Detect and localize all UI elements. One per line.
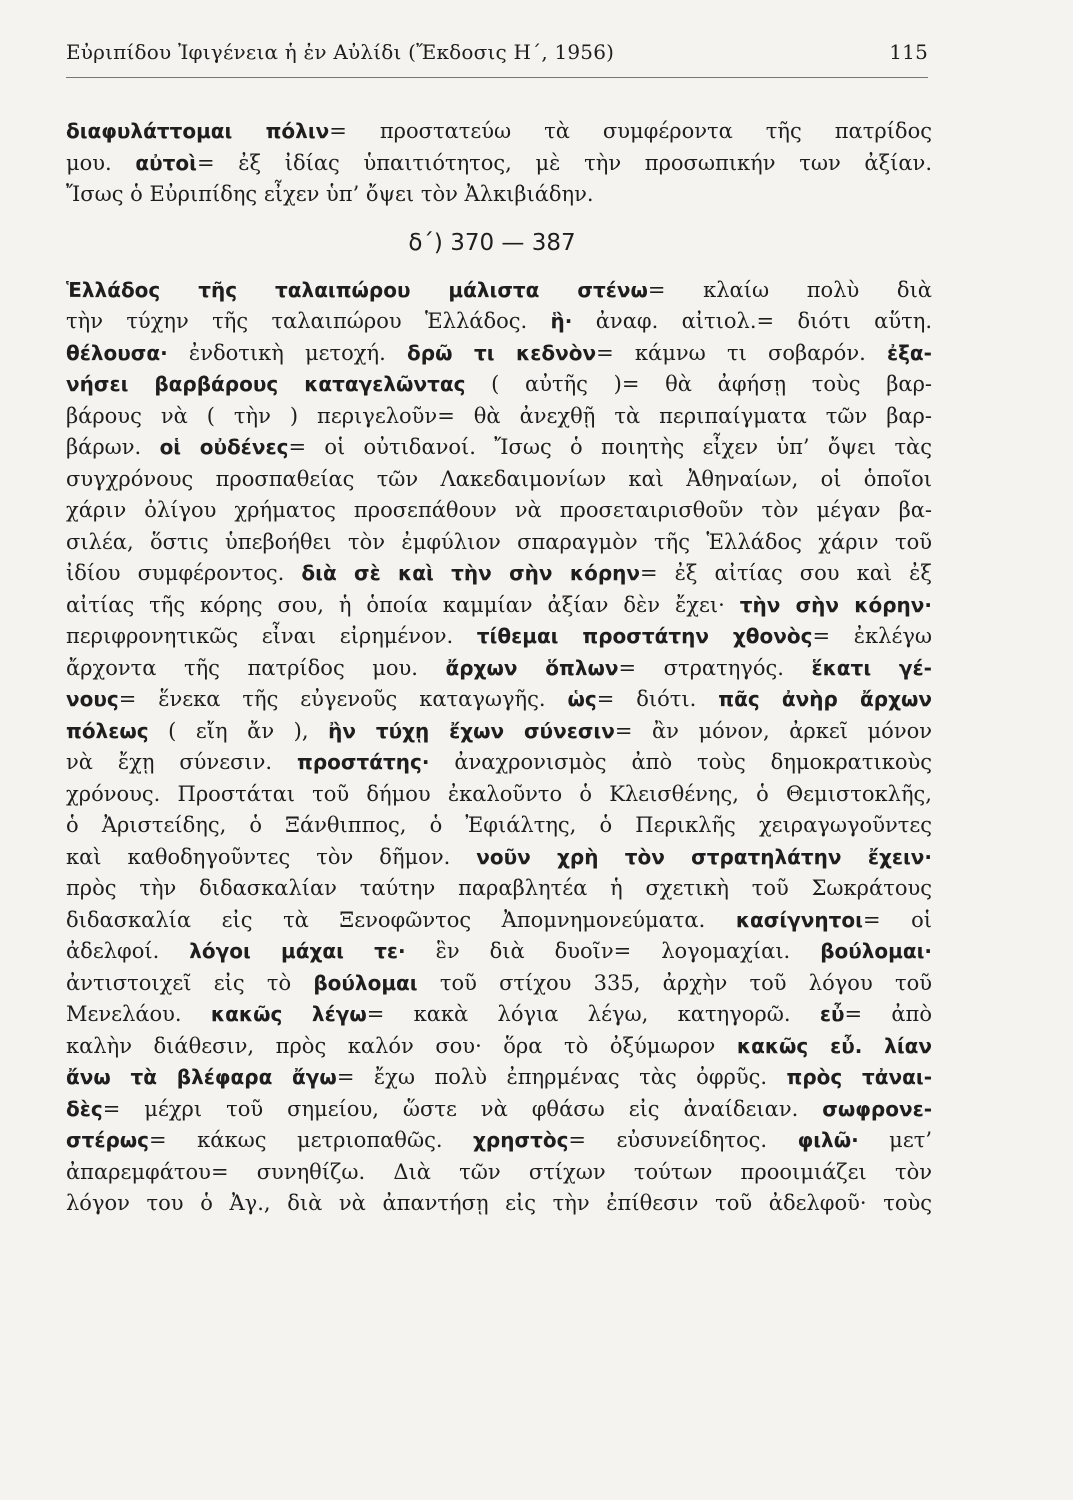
lemma-term: φιλῶ· — [797, 1128, 859, 1152]
gloss-text: καὶ καθοδηγοῦντες τὸν δῆμον. — [66, 844, 477, 869]
lemma-term: νήσει βαρβάρους καταγελῶντας — [66, 372, 466, 396]
lemma-term: χρηστὸς — [473, 1128, 569, 1152]
gloss-text: ( αὐτῆς )= θὰ ἀφήσῃ τοὺς βαρ- — [465, 372, 932, 396]
gloss-text: σιλέα, ὅστις ὑπεβοήθει τὸν ἐμφύλιον σπαραγμὸν τῆς Ἑλλάδος χάριν τοῦ — [66, 529, 932, 554]
text-line — [66, 1125, 932, 1157]
lemma-term: στέρως — [66, 1128, 150, 1152]
lemma-term: νους — [66, 687, 119, 711]
gloss-text: = στρατηγός. — [618, 655, 812, 680]
section-heading: δ΄) 370 — 387 — [408, 229, 576, 256]
text-line — [66, 716, 932, 748]
text-line — [66, 684, 932, 716]
gloss-text: ἐνδοτικὴ μετοχή. — [167, 340, 408, 365]
text-line — [66, 401, 932, 433]
gloss-text: = οἱ — [862, 907, 932, 932]
gloss-text: = ἂν μόνον, ἀρκεῖ μόνον — [614, 718, 932, 743]
gloss-text: χρόνους. Προστάται τοῦ δήμου ἐκαλοῦντο ὁ Κλεισθένης, ὁ Θεμιστοκλῆς, — [66, 781, 932, 806]
lemma-term: κασίγνητοι — [735, 907, 863, 932]
text-line — [66, 905, 932, 937]
lemma-term: αὐτοὶ — [135, 150, 197, 175]
text-line — [66, 1062, 932, 1094]
text-line — [66, 369, 932, 401]
gloss-text: περιφρονητικῶς εἶναι εἰρημένον. — [66, 624, 477, 648]
lemma-term: ἣ· — [550, 309, 573, 333]
text-line — [66, 432, 932, 464]
lemma-term: λόγοι μάχαι τε· — [189, 939, 406, 963]
gloss-text: = προστατεύω τὰ συμφέροντα τῆς πατρίδος — [329, 119, 932, 143]
gloss-text: ( εἴη ἄν ), — [148, 718, 329, 743]
text-line — [66, 747, 932, 779]
lemma-term: οἱ οὐδένες — [159, 435, 289, 459]
gloss-text: μου. — [66, 150, 136, 175]
gloss-text: = ἔχω πολὺ ἐπηρμένας τὰς ὀφρῦς. — [336, 1065, 787, 1089]
gloss-text: = ἀπὸ — [844, 1002, 932, 1026]
lemma-term: ἐξα- — [886, 340, 932, 365]
lemma-term: τίθεμαι προστάτην χθονὸς — [476, 624, 813, 648]
text-line — [66, 968, 932, 1000]
gloss-text: ἄρχοντα τῆς πατρίδος μου. — [66, 655, 446, 680]
gloss-text: μετ’ — [858, 1128, 932, 1152]
gloss-text: συγχρόνους προσπαθείας τῶν Λακεδαιμονίων καὶ Ἀθηναίων, οἱ ὁποῖοι — [66, 466, 932, 491]
lemma-term: εὖ — [819, 1002, 845, 1026]
gloss-text: νὰ ἔχῃ σύνεσιν. — [66, 750, 297, 774]
lemma-term: ἄρχων ὅπλων — [445, 655, 619, 680]
lemma-term: πόλεως — [66, 718, 149, 743]
text-line — [66, 1188, 932, 1220]
lines-before-heading — [66, 116, 932, 211]
gloss-text: = μέχρι τοῦ σημείου, ὥστε νὰ φθάσω εἰς ἀναίδειαν. — [102, 1096, 823, 1121]
lemma-term: δρῶ τι κεδνὸν — [407, 340, 597, 365]
gloss-text: = κάμνω τι σοβαρόν. — [596, 340, 887, 365]
lemma-term: νοῦν χρὴ τὸν στρατηλάτην ἔχειν· — [476, 844, 932, 869]
text-line — [66, 810, 932, 842]
gloss-text: τὴν τύχην τῆς ταλαιπώρου Ἑλλάδος. — [66, 309, 551, 333]
gloss-text: λόγον του ὁ Ἀγ., διὰ νὰ ἀπαντήσῃ εἰς τὴν ἐπίθεσιν τοῦ ἀδελφοῦ· τοὺς — [66, 1191, 932, 1215]
text-line — [66, 653, 932, 685]
gloss-text: ἀναχρονισμὸς ἀπὸ τοὺς δημοκρατικοὺς — [429, 750, 932, 774]
text-line — [66, 842, 932, 874]
gloss-text: = διότι. — [596, 687, 719, 711]
text-line — [66, 558, 932, 590]
lemma-term: Ἑλλάδος τῆς ταλαιπώρου μάλιστα στένω — [66, 277, 648, 302]
gloss-text: = κακὰ λόγια λέγω, κατηγορῶ. — [366, 1002, 820, 1026]
text-line — [66, 464, 932, 496]
text-line — [66, 148, 932, 180]
text-line — [66, 116, 932, 148]
lemma-term: ἄνω τὰ βλέφαρα ἄγω — [66, 1065, 337, 1089]
text-line — [66, 179, 932, 211]
running-title: Εὐριπίδου Ἰφιγένεια ἡ ἐν Αὐλίδι (Ἔκδοσις Η΄, 1956) — [66, 40, 615, 64]
gloss-text: διδασκαλία εἰς τὰ Ξενοφῶντος Ἀπομνημονεύματα. — [66, 907, 736, 932]
gloss-text: = ἕνεκα τῆς εὐγενοῦς καταγωγῆς. — [118, 687, 568, 711]
lemma-term: θέλουσα· — [66, 340, 168, 365]
text-line — [66, 590, 932, 622]
gloss-text: = ἐκλέγω — [812, 624, 932, 648]
text-line — [66, 527, 932, 559]
text-line — [66, 873, 932, 905]
text-line — [66, 1157, 932, 1189]
gloss-text: ἰδίου συμφέροντος. — [66, 561, 302, 585]
text-line — [66, 275, 932, 307]
gloss-text: ἀναφ. αἰτιολ.= διότι αὕτη. — [572, 309, 932, 333]
gloss-text: χάριν ὀλίγου χρήματος προσεπάθουν νὰ προσεταιρισθοῦν τὸν μέγαν βα- — [66, 498, 932, 522]
gloss-text: = οἱ οὐτιδανοί. Ἴσως ὁ ποιητὴς εἶχεν ὑπ’ ὄψει τὰς — [288, 435, 932, 459]
header-rule — [66, 77, 928, 78]
gloss-text: ὁ Ἀριστείδης, ὁ Ξάνθιππος, ὁ Ἐφιάλτης, ὁ Περικλῆς χειραγωγοῦντες — [66, 813, 932, 837]
lemma-term: πρὸς τἀναι- — [786, 1065, 932, 1089]
gloss-text: βάρων. — [66, 435, 160, 459]
lemma-term: πᾶς ἀνὴρ ἄρχων — [718, 687, 932, 711]
lemma-term: κακῶς εὖ. λίαν — [736, 1033, 932, 1058]
page-number: 115 — [889, 40, 928, 64]
text-line — [66, 621, 932, 653]
running-head — [66, 40, 928, 64]
text-line — [66, 495, 932, 527]
text-line — [66, 338, 932, 370]
text-line — [66, 779, 932, 811]
gloss-text: = κάκως μετριοπαθῶς. — [149, 1128, 474, 1152]
gloss-text: Μενελάου. — [66, 1002, 211, 1026]
lemma-term: ἕκατι γέ- — [811, 655, 932, 680]
lemma-term: ἢν τύχῃ ἔχων σύνεσιν — [328, 718, 615, 743]
gloss-text: ἓν διὰ δυοῖν= λογομαχίαι. — [405, 939, 821, 963]
gloss-text: = ἐξ αἰτίας σου καὶ ἐξ — [640, 561, 932, 585]
lemma-term: βούλομαι — [313, 970, 418, 995]
lemma-term: διαφυλάττομαι πόλιν — [66, 119, 330, 143]
lemma-term: τὴν σὴν κόρην· — [739, 592, 932, 617]
lemma-term: ὡς — [567, 687, 597, 711]
text-line — [66, 1031, 932, 1063]
gloss-text: βάρους νὰ ( τὴν ) περιγελοῦν= θὰ ἀνεχθῇ τὰ περιπαίγματα τῶν βαρ- — [66, 403, 932, 428]
lemma-term: διὰ σὲ καὶ τὴν σὴν κόρην — [301, 561, 640, 585]
gloss-text: ἀντιστοιχεῖ εἰς τὸ — [66, 970, 314, 995]
gloss-text: ἀπαρεμφάτου= συνηθίζω. Διὰ τῶν στίχων τούτων προοιμιάζει τὸν — [66, 1159, 932, 1184]
text-line — [66, 306, 932, 338]
gloss-text: αἰτίας τῆς κόρης σου, ἡ ὁποία καμμίαν ἀξίαν δὲν ἔχει· — [66, 592, 740, 617]
text-line — [66, 1094, 932, 1126]
lemma-term: προστάτης· — [297, 750, 430, 774]
gloss-text: πρὸς τὴν διδασκαλίαν ταύτην παραβλητέα ἡ σχετικὴ τοῦ Σωκράτους — [66, 876, 932, 900]
lemma-term: δὲς — [66, 1096, 103, 1121]
gloss-text: καλὴν διάθεσιν, πρὸς καλόν σου· ὅρα τὸ ὀξύμωρον — [66, 1033, 737, 1058]
gloss-text: = εὐσυνείδητος. — [568, 1128, 798, 1152]
lemma-term: σωφρονε- — [822, 1096, 932, 1121]
text-line — [66, 999, 932, 1031]
gloss-text: = κλαίω πολὺ διὰ — [647, 277, 932, 302]
lines-after-heading — [66, 275, 932, 1220]
commentary-text — [66, 116, 932, 1220]
gloss-text: ἀδελφοί. — [66, 939, 190, 963]
text-line — [66, 936, 932, 968]
lemma-term: βούλομαι· — [820, 939, 932, 963]
gloss-text: Ἴσως ὁ Εὐριπίδης εἶχεν ὑπ’ ὄψει τὸν Ἀλκιβιάδην. — [66, 182, 594, 206]
lemma-term: κακῶς λέγω — [210, 1002, 367, 1026]
gloss-text: τοῦ στίχου 335, ἀρχὴν τοῦ λόγου τοῦ — [417, 970, 932, 995]
gloss-text: = ἐξ ἰδίας ὑπαιτιότητος, μὲ τὴν προσωπικήν των ἀξίαν. — [196, 150, 932, 175]
